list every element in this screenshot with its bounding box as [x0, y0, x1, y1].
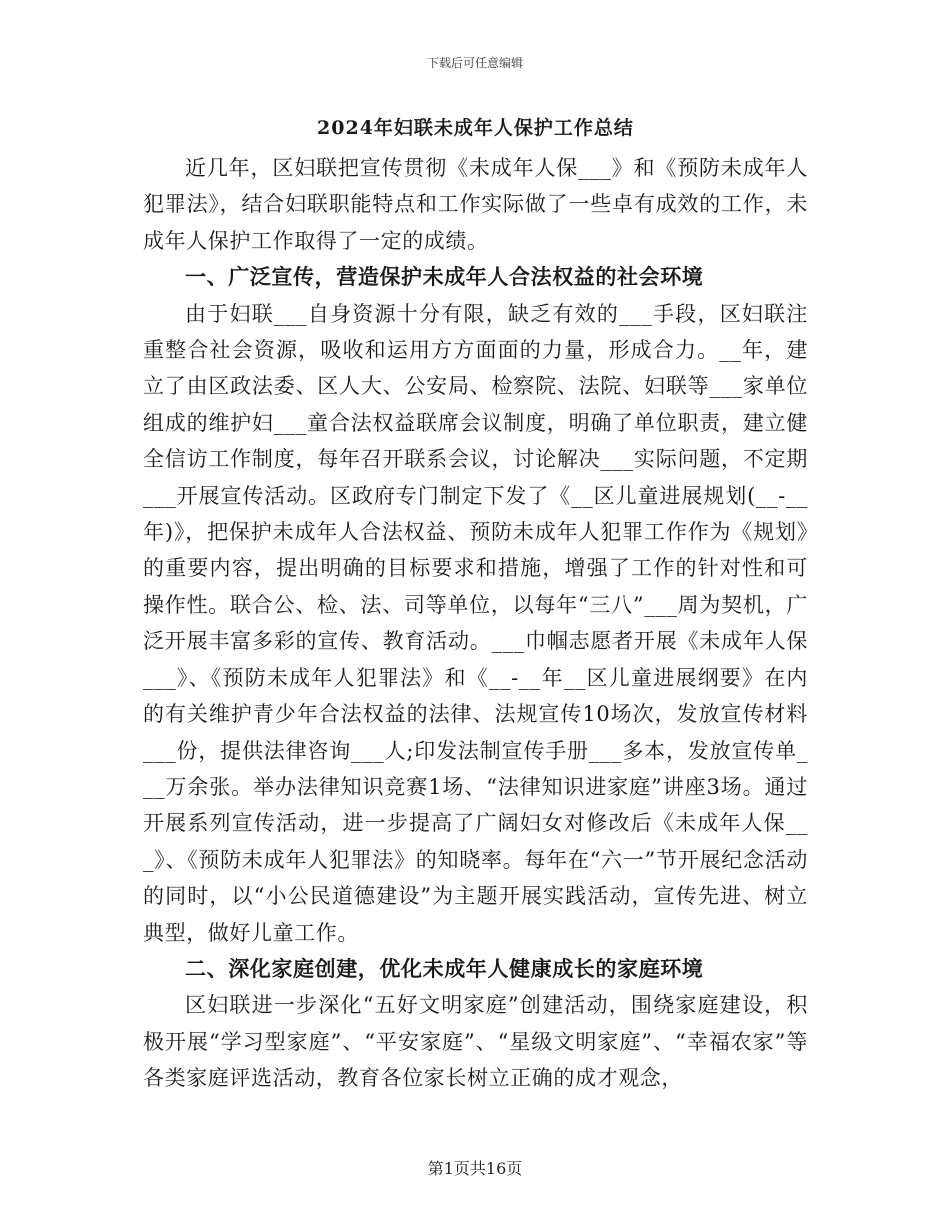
document-body	[143, 112, 808, 1097]
document-title: 2024年妇联未成年人保护工作总结	[317, 117, 634, 139]
intro-paragraph: 近几年，区妇联把宣传贯彻《未成年人保___》和《预防未成年人犯罪法》，结合妇联职能特点和工作实际做了一些卓有成效的工作，未成年人保护工作取得了一定的成绩。	[143, 156, 808, 253]
page-header: 下载后可任意编辑	[426, 56, 523, 70]
section-2-heading: 二、深化家庭创建，优化未成年人健康成长的家庭环境	[185, 955, 704, 981]
section-1-paragraph: 由于妇联___自身资源十分有限，缺乏有效的___手段，区妇联注重整合社会资源，吸收和运用方方面面的力量，形成合力。__年，建立了由区政法委、区人大、公安局、检察院、法院、妇联等___家单位组成的维护妇___童合法权益联席会议制度，明确了单位职责，建立健全信访工作制度，每年召开联系会议，讨论解决___实际问题，不定期___开展宣传活动。区政府专门制定下发了《__区儿童进展规划(__-__年)》，把保护未成年人合法权益、预防未成年人犯罪工作作为《规划》的重要内容，提出明确的目标要求和措施，增强了工作的针对性和可操作性。联合公、检、法、司等单位，以每年“三八”___周为契机，广泛开展丰富多彩的宣传、教育活动。___巾帼志愿者开展《未成年人保___》、《预防未成年人犯罪法》和《__-__年__区儿童进展纲要》在内的有关维护青少年合法权益的法律、法规宣传10场次，发放宣传材料___份，提供法律咨询___人;印发法制宣传手册___多本，发放宣传单___万余张。举办法律知识竞赛1场、“法律知识进家庭”讲座3场。通过开展系列宣传活动，进一步提高了广阔妇女对修改后《未成年人保___》、《预防未成年人犯罪法》的知晓率。每年在“六一”节开展纪念活动的同时，以“小公民道德建设”为主题开展实践活动，宣传先进、树立典型，做好儿童工作。	[143, 301, 808, 945]
section-2-paragraph: 区妇联进一步深化“五好文明家庭”创建活动，围绕家庭建设，积极开展“学习型家庭”、“平安家庭”、“星级文明家庭”、“幸福农家”等各类家庭评选活动，教育各位家长树立正确的成才观念，	[143, 993, 808, 1091]
page-footer: 第1页共16页	[427, 1159, 523, 1178]
section-1-heading: 一、广泛宣传，营造保护未成年人合法权益的社会环境	[185, 264, 704, 290]
